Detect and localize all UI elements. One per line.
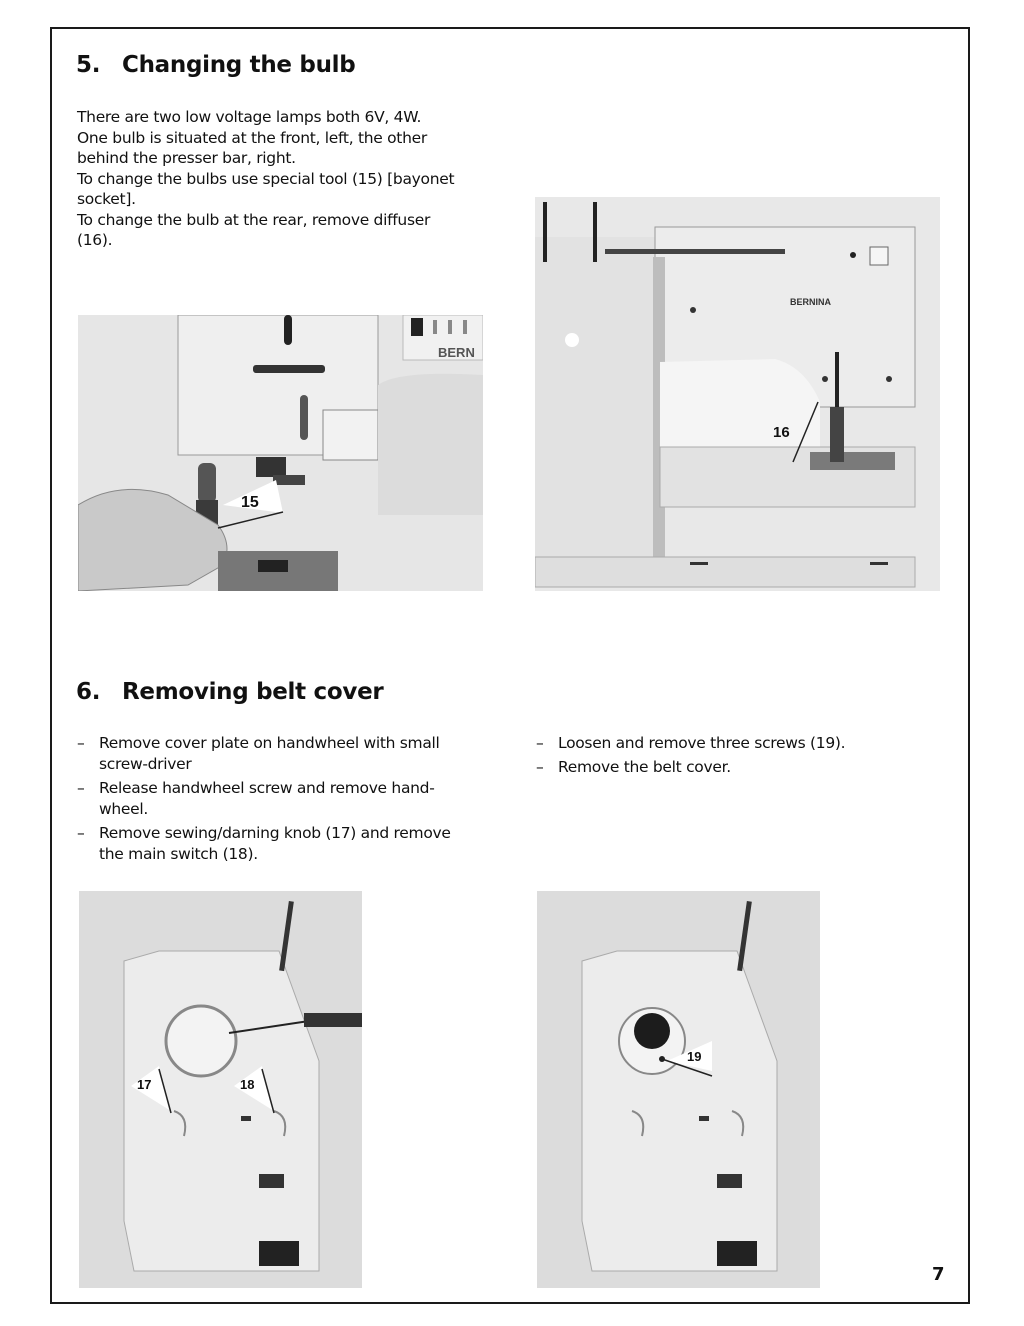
callout-19: 19 [687, 1049, 702, 1064]
section-5-heading [76, 52, 355, 78]
section-5-title: Changing the bulb [122, 52, 356, 78]
body-line: To change the bulbs use special tool (15) [bayonet [77, 169, 455, 188]
body-line: There are two low voltage lamps both 6V, 4W. [77, 108, 422, 126]
brand-text: BERN [438, 345, 475, 360]
list-item: – Remove cover plate on handwheel with small screw-driver [77, 734, 440, 773]
list-item: – Release handwheel screw and remove hand- wheel. [77, 779, 435, 818]
callout-18: 18 [240, 1077, 255, 1092]
body-line: One bulb is situated at the front, left, the other [77, 128, 427, 147]
section-6-title: Removing belt cover [122, 679, 384, 705]
belt-cover-steps-left [77, 733, 497, 868]
figure-bulb-tool-photo [78, 315, 483, 591]
list-item: – Remove sewing/darning knob (17) and remove the main switch (18). [77, 824, 451, 863]
figure-machine-front-photo [535, 197, 940, 591]
section-6-heading [76, 679, 383, 705]
figure-handwheel-cover-photo [79, 891, 362, 1288]
brand-text: BERNINA [790, 297, 832, 307]
section-5-body [77, 107, 454, 251]
list-item: – Loosen and remove three screws (19). [536, 734, 846, 752]
callout-17: 17 [137, 1077, 152, 1092]
section-5-number: 5. [76, 52, 101, 78]
callout-16: 16 [773, 424, 790, 441]
body-line: socket]. [77, 190, 136, 208]
body-line: (16). [77, 231, 113, 249]
figure-belt-cover-screws-photo [537, 891, 820, 1288]
body-line: To change the bulb at the rear, remove diffuser [77, 210, 431, 229]
list-item: – Remove the belt cover. [536, 757, 731, 776]
page-number: 7 [932, 1264, 945, 1285]
body-line: behind the presser bar, right. [77, 149, 296, 167]
belt-cover-steps-right [536, 733, 936, 781]
callout-15: 15 [241, 494, 259, 511]
section-6-number: 6. [76, 679, 101, 705]
